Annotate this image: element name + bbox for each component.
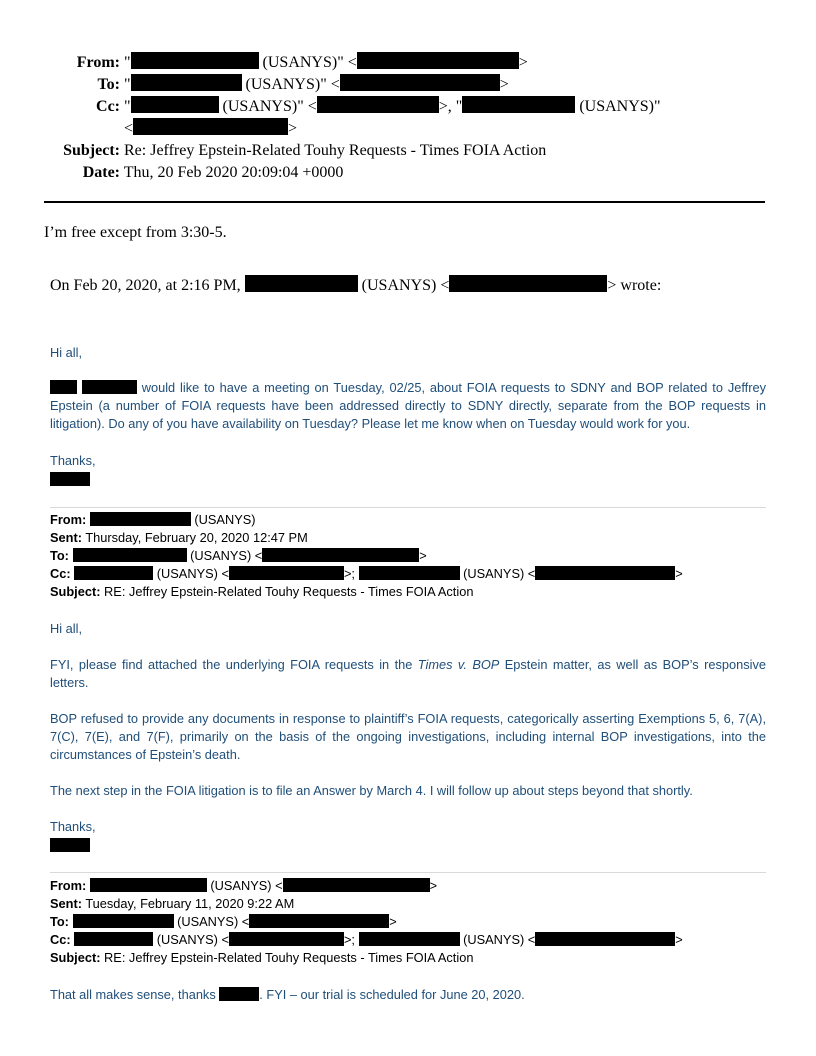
subject-value: Re: Jeffrey Epstein-Related Touhy Requests - Times FOIA Action: [124, 142, 547, 159]
reply-text: I’m free except from 3:30-5.: [44, 224, 227, 241]
redaction: [131, 96, 219, 113]
message-divider: [50, 872, 766, 873]
date-value: Thu, 20 Feb 2020 20:09:04 +0000: [123, 164, 344, 181]
redaction: [317, 96, 439, 113]
redaction: [449, 275, 607, 292]
redaction: [90, 878, 207, 892]
redaction: [229, 566, 344, 580]
msg2-greeting: Hi all,: [50, 621, 82, 636]
redaction: [74, 566, 153, 580]
msg2-p1: FYI, please find attached the underlying FOIA requests in the Times v. BOP Epstein matter, as well as BOP’s responsive letters.: [50, 657, 766, 690]
redaction: [262, 548, 419, 562]
msg2-header: From: (USANYS) Sent: Thursday, February 20, 2020 12:47 PM To: (USANYS) < > Cc: (USANYS) < >; (USANYS) < > Subject: RE: Jeffrey Epstein-Related Touhy Requests - Times FOIA Action: [50, 512, 683, 599]
redaction: [133, 118, 288, 135]
msg1-greeting: Hi all,: [50, 345, 82, 360]
redaction: [82, 380, 137, 394]
redaction: [283, 878, 430, 892]
msg1-body: would like to have a meeting on Tuesday, 02/25, about FOIA requests to SDNY and BOP related to Jeffrey Epstein (a number of FOIA requests have been addressed directly to SDNY directly, separate from the BOP requests in litigation). Do any of you have availability on Tuesday? Please let me know when on Tuesday would work for you.: [50, 380, 766, 431]
email-header: [62, 52, 661, 184]
redaction: [50, 380, 77, 394]
redaction: [73, 914, 174, 928]
date-label: Date:: [82, 164, 120, 181]
to-name-suffix: (USANYS)": [245, 76, 327, 93]
header-date-row: [62, 162, 661, 184]
redaction: [359, 566, 460, 580]
subject-label: Subject:: [63, 142, 120, 159]
from-label: From:: [76, 54, 120, 71]
redaction: [340, 74, 500, 91]
cc-label: Cc:: [96, 98, 120, 115]
redaction: [357, 52, 519, 69]
redaction: [50, 838, 90, 852]
header-cc-continuation: < >: [124, 120, 298, 137]
quote-attribution: On Feb 20, 2020, at 2:16 PM, (USANYS) < > wrote:: [50, 277, 662, 294]
header-divider: [44, 201, 765, 203]
message-divider: [50, 507, 766, 508]
msg3-body: That all makes sense, thanks . FYI – our trial is scheduled for June 20, 2020.: [50, 987, 525, 1002]
to-label: To:: [97, 76, 120, 93]
redaction: [359, 932, 460, 946]
msg1-thanks: Thanks,: [50, 453, 96, 468]
redaction: [535, 566, 675, 580]
cc-name-suffix-1: (USANYS)": [222, 98, 304, 115]
msg2-p2: BOP refused to provide any documents in response to plaintiff’s FOIA requests, categorically asserting Exemptions 5, 6, 7(A), 7(C), 7(E), and 7(F), primarily on the basis of the ongoing investigations, including internal BOP investigations, into the circumstances of Epstein’s death.: [50, 711, 766, 762]
msg2-thanks: Thanks,: [50, 819, 96, 834]
redaction: [245, 275, 358, 292]
redaction: [74, 932, 153, 946]
header-to-row: To: " (USANYS)" < >: [62, 74, 661, 96]
redaction: [131, 52, 259, 69]
redaction: [90, 512, 191, 526]
header-subject-row: [62, 140, 661, 162]
msg2-p3: The next step in the FOIA litigation is to file an Answer by March 4. I will follow up about steps beyond that shortly.: [50, 783, 693, 798]
redaction: [131, 74, 242, 91]
redaction: [219, 987, 259, 1001]
redaction: [535, 932, 675, 946]
header-from-row: From: " (USANYS)" < >: [62, 52, 661, 74]
redaction: [73, 548, 187, 562]
msg3-header: From: (USANYS) < > Sent: Tuesday, February 11, 2020 9:22 AM To: (USANYS) < > Cc: (USANYS) < >; (USANYS) < > Subject: RE: Jeffrey Epstein-Related Touhy Requests - Times FOIA Action: [50, 878, 683, 965]
redaction: [462, 96, 575, 113]
redaction: [229, 932, 344, 946]
redaction: [50, 472, 90, 486]
redaction: [249, 914, 389, 928]
header-cc-row: Cc: " (USANYS)" < >, " (USANYS)": [62, 96, 661, 118]
from-name-suffix: (USANYS)": [262, 54, 344, 71]
cc-name-suffix-2: (USANYS)": [579, 98, 661, 115]
